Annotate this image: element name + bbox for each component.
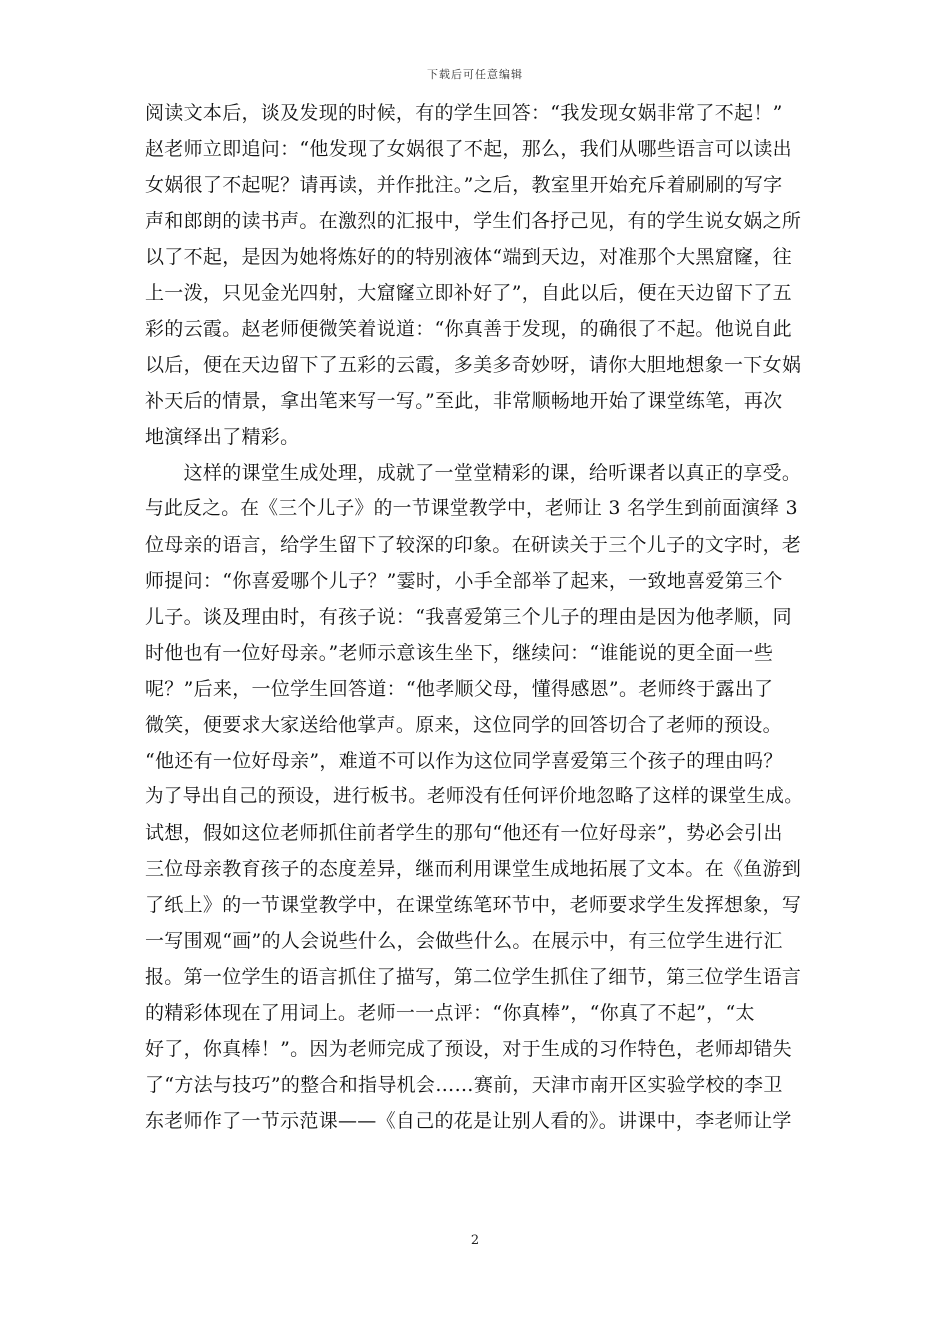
text-line: 以后，便在天边留下了五彩的云霞，多美多奇妙呀，请你大胆地想象一下女娲 bbox=[145, 354, 802, 376]
text-line: 补天后的情景，拿出笔来写一写。”至此，非常顺畅地开始了课堂练笔，再次 bbox=[145, 390, 783, 412]
text-line: 上一泼，只见金光四射，大窟窿立即补好了”，自此以后，便在天边留下了五 bbox=[145, 282, 792, 304]
text-line: 儿子。谈及理由时，有孩子说：“我喜爱第三个儿子的理由是因为他孝顺，同 bbox=[145, 606, 792, 628]
text-line: 地演绎出了精彩。 bbox=[145, 426, 300, 448]
text-line: 女娲很了不起呢？请再读，并作批注。”之后，教室里开始充斥着刷刷的写字 bbox=[145, 174, 783, 196]
text-line: 赵老师立即追问：“他发现了女娲很了不起，那么，我们从哪些语言可以读出 bbox=[145, 138, 792, 160]
text-line: 试想，假如这位老师抓住前者学生的那句“他还有一位好母亲”，势必会引出 bbox=[145, 822, 783, 844]
text-line: 了纸上》的一节课堂教学中，在课堂练笔环节中，老师要求学生发挥想象，写 bbox=[145, 894, 802, 916]
page-header: 下载后可任意编辑 bbox=[427, 68, 523, 81]
body-text bbox=[145, 95, 805, 1139]
text-line: 微笑，便要求大家送给他掌声。原来，这位同学的回答切合了老师的预设。 bbox=[145, 714, 782, 736]
text-line: 时他也有一位好母亲。”老师示意该生坐下，继续问：“谁能说的更全面一些 bbox=[145, 642, 774, 664]
text-line: “他还有一位好母亲”，难道不可以作为这位同学喜爱第三个孩子的理由吗？ bbox=[145, 750, 783, 772]
text-line: 以了不起，是因为她将炼好的的特别液体“端到天边，对准那个大黑窟窿，往 bbox=[145, 246, 792, 268]
text-line: 了“方法与技巧”的整合和指导机会……赛前，天津市南开区实验学校的李卫 bbox=[145, 1074, 783, 1096]
text-line: 阅读文本后，谈及发现的时候，有的学生回答：“我发现女娲非常了不起！” bbox=[145, 102, 783, 124]
text-line: 东老师作了一节示范课——《自己的花是让别人看的》。讲课中，李老师让学 bbox=[145, 1110, 792, 1132]
text-line: 一写围观“画”的人会说些什么，会做些什么。在展示中，有三位学生进行汇 bbox=[145, 930, 783, 952]
text-line: 声和郎朗的读书声。在激烈的汇报中，学生们各抒己见，有的学生说女娲之所 bbox=[145, 210, 802, 232]
page-number: 2 bbox=[470, 1233, 480, 1248]
text-line: 位母亲的语言，给学生留下了较深的印象。在研读关于三个儿子的文字时，老 bbox=[145, 534, 802, 556]
text-line: 报。第一位学生的语言抓住了描写，第二位学生抓住了细节，第三位学生语言 bbox=[145, 966, 802, 988]
text-line: 这样的课堂生成处理，成就了一堂堂精彩的课，给听课者以真正的享受。 bbox=[145, 462, 802, 484]
text-line: 与此反之。在《三个儿子》的一节课堂教学中，老师让 3 名学生到前面演绎 3 bbox=[145, 498, 798, 519]
text-line: 师提问：“你喜爱哪个儿子？”霎时，小手全部举了起来，一致地喜爱第三个 bbox=[145, 570, 783, 592]
text-line: 好了，你真棒！”。因为老师完成了预设，对于生成的习作特色，老师却错失 bbox=[145, 1038, 792, 1060]
text-line: 三位母亲教育孩子的态度差异，继而利用课堂生成地拓展了文本。在《鱼游到 bbox=[145, 858, 802, 880]
text-line: 的精彩体现在了用词上。老师一一点评：“你真棒”，“你真了不起”，“太 bbox=[145, 1002, 755, 1024]
text-line: 呢？”后来，一位学生回答道：“他孝顺父母，懂得感恩”。老师终于露出了 bbox=[145, 678, 774, 700]
text-line: 彩的云霞。赵老师便微笑着说道：“你真善于发现，的确很了不起。他说自此 bbox=[145, 318, 792, 340]
text-line: 为了导出自己的预设，进行板书。老师没有任何评价地忽略了这样的课堂生成。 bbox=[145, 786, 804, 807]
